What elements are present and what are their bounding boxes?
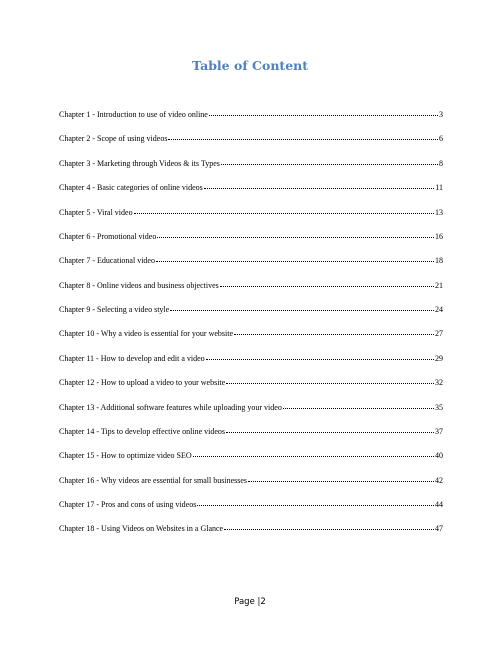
toc-dot-leader: [221, 163, 438, 165]
toc-dot-leader: [170, 309, 434, 311]
toc-entry-page-number: 6: [439, 134, 443, 144]
toc-entry[interactable]: [59, 253, 443, 277]
page-title: Table of Content: [191, 58, 309, 73]
toc-entry-page-number: 44: [435, 500, 443, 509]
toc-entry-title: Chapter 9 - Selecting a video style: [59, 305, 170, 314]
toc-entry-page-number: 21: [435, 280, 443, 290]
toc-entry-title: Chapter 4 - Basic categories of online videos: [59, 183, 203, 193]
toc-dot-leader: [220, 285, 434, 287]
table-of-contents: [59, 107, 443, 546]
toc-entry[interactable]: [59, 326, 443, 350]
toc-entry[interactable]: [59, 180, 443, 204]
toc-entry-page-number: 37: [435, 426, 443, 436]
toc-entry[interactable]: [59, 424, 443, 448]
toc-entry-title: Chapter 8 - Online videos and business objectives: [59, 280, 219, 290]
toc-dot-leader: [209, 114, 438, 116]
toc-dot-leader: [206, 358, 434, 360]
toc-entry[interactable]: [59, 107, 443, 131]
toc-entry[interactable]: [59, 131, 443, 155]
toc-entry-title: Chapter 14 - Tips to develop effective online videos: [59, 426, 226, 436]
toc-entry-page-number: 47: [435, 524, 443, 534]
toc-entry[interactable]: [59, 473, 443, 497]
toc-entry-page-number: 16: [435, 231, 443, 241]
toc-dot-leader: [204, 187, 435, 189]
toc-entry-title: Chapter 11 - How to develop and edit a video: [59, 353, 205, 363]
toc-dot-leader: [193, 455, 434, 457]
toc-entry-page-number: 35: [435, 402, 443, 412]
toc-entry-title: Chapter 7 - Educational video: [59, 256, 155, 266]
toc-entry[interactable]: [59, 448, 443, 472]
toc-entry-title: Chapter 15 - How to optimize video SEO: [59, 451, 192, 461]
toc-dot-leader: [157, 236, 434, 238]
toc-entry-title: Chapter 6 - Promotional video: [59, 231, 157, 241]
toc-entry[interactable]: [59, 302, 443, 326]
toc-entry-title: Chapter 12 - How to upload a video to your website: [59, 378, 226, 388]
toc-dot-leader: [226, 382, 434, 384]
toc-dot-leader: [156, 260, 434, 262]
toc-entry[interactable]: [59, 497, 443, 521]
toc-entry-page-number: 40: [435, 451, 443, 461]
toc-dot-leader: [224, 528, 434, 530]
toc-entry-title: Chapter 17 - Pros and cons of using videos: [59, 500, 197, 509]
toc-entry-title: Chapter 10 - Why a video is essential for your website: [59, 329, 234, 339]
toc-entry-title: Chapter 16 - Why videos are essential for small businesses: [59, 475, 248, 485]
toc-entry[interactable]: [59, 278, 443, 302]
toc-entry-title: Chapter 13 - Additional software features while uploading your video: [59, 402, 282, 412]
toc-entry[interactable]: [59, 351, 443, 375]
toc-entry-title: Chapter 3 - Marketing through Videos & its Types: [59, 158, 220, 168]
toc-entry[interactable]: [59, 400, 443, 424]
toc-entry-title: Chapter 2 - Scope of using videos: [59, 134, 168, 144]
toc-entry-page-number: 24: [435, 305, 443, 314]
toc-dot-leader: [226, 431, 434, 433]
toc-entry[interactable]: [59, 205, 443, 229]
toc-entry-page-number: 32: [435, 378, 443, 388]
toc-entry-title: Chapter 1 - Introduction to use of video online: [59, 110, 208, 119]
toc-entry[interactable]: [59, 521, 443, 545]
toc-entry-page-number: 8: [439, 158, 443, 168]
toc-dot-leader: [197, 504, 434, 506]
toc-dot-leader: [168, 138, 438, 140]
toc-entry-page-number: 11: [435, 183, 443, 193]
toc-entry[interactable]: [59, 375, 443, 399]
toc-dot-leader: [248, 480, 434, 482]
toc-entry-title: Chapter 5 - Viral video: [59, 207, 133, 217]
toc-entry-title: Chapter 18 - Using Videos on Websites in a Glance: [59, 524, 224, 534]
toc-dot-leader: [283, 407, 434, 409]
toc-entry-page-number: 27: [435, 329, 443, 339]
toc-dot-leader: [234, 333, 434, 335]
toc-entry-page-number: 29: [435, 353, 443, 363]
toc-entry-page-number: 13: [435, 207, 443, 217]
toc-entry-page-number: 42: [435, 475, 443, 485]
toc-entry[interactable]: [59, 156, 443, 180]
page-footer: Page |2: [234, 597, 266, 607]
toc-dot-leader: [134, 212, 434, 214]
toc-entry-page-number: 3: [439, 110, 443, 119]
toc-entry[interactable]: [59, 229, 443, 253]
toc-entry-page-number: 18: [435, 256, 443, 266]
